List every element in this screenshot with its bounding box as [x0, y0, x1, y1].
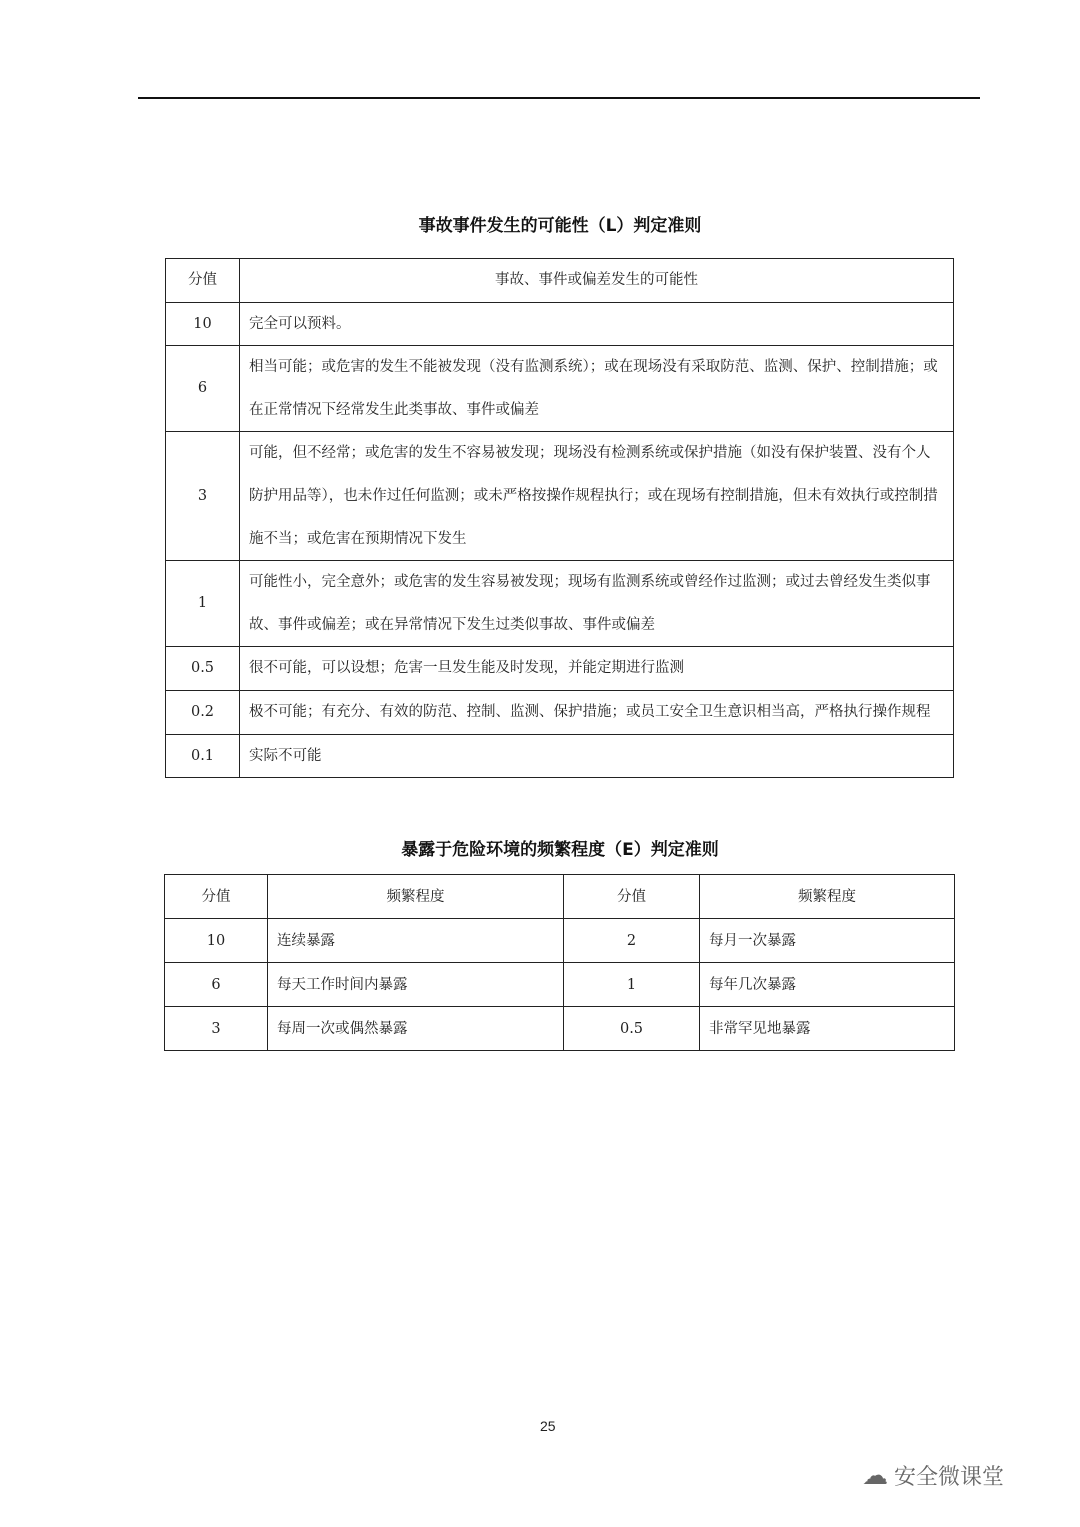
table2-title: 暴露于危险环境的频繁程度（E）判定准则: [401, 840, 719, 860]
table-row: [166, 561, 954, 647]
table-header-row: [165, 875, 955, 919]
score-cell: 1: [564, 963, 700, 1007]
table-row: [165, 919, 955, 963]
description-cell: 极不可能；有充分、有效的防范、控制、监测、保护措施；或员工安全卫生意识相当高，严格执行操作规程: [240, 690, 954, 734]
description-cell: 完全可以预料。: [240, 302, 954, 346]
header-cell: 分值: [165, 875, 268, 919]
table-row: [166, 302, 954, 346]
header-cell: 频繁程度: [700, 875, 955, 919]
frequency-cell: 每天工作时间内暴露: [268, 963, 564, 1007]
score-cell: 3: [165, 1007, 268, 1051]
score-cell: 10: [166, 302, 240, 346]
table-row: [166, 734, 954, 778]
table-row: [165, 1007, 955, 1051]
frequency-cell: 连续暴露: [268, 919, 564, 963]
score-cell: 3: [166, 432, 240, 561]
header-rule: [138, 97, 980, 99]
score-cell: 0.5: [564, 1007, 700, 1051]
exposure-table: [164, 874, 955, 1051]
description-cell: 实际不可能: [240, 734, 954, 778]
watermark: [862, 1460, 1004, 1491]
table1-title: 事故事件发生的可能性（L）判定准则: [418, 216, 702, 236]
wechat-icon: ☁: [862, 1460, 888, 1491]
table-row: [166, 647, 954, 691]
watermark-text: 安全微课堂: [894, 1465, 1005, 1490]
frequency-cell: 每年几次暴露: [700, 963, 955, 1007]
score-cell: 1: [166, 561, 240, 647]
frequency-cell: 每月一次暴露: [700, 919, 955, 963]
table-row: [166, 690, 954, 734]
frequency-cell: 非常罕见地暴露: [700, 1007, 955, 1051]
header-cell: 事故、事件或偏差发生的可能性: [240, 259, 954, 303]
description-cell: 可能，但不经常；或危害的发生不容易被发现；现场没有检测系统或保护措施（如没有保护装置、没有个人防护用品等），也未作过任何监测；或未严格按操作规程执行；或在现场有控制措施，但未有效执行或控制措施不当；或危害在预期情况下发生: [240, 432, 954, 561]
score-cell: 0.1: [166, 734, 240, 778]
score-cell: 10: [165, 919, 268, 963]
table-row: [166, 346, 954, 432]
description-cell: 很不可能，可以设想；危害一旦发生能及时发现，并能定期进行监测: [240, 647, 954, 691]
description-cell: 可能性小，完全意外；或危害的发生容易被发现；现场有监测系统或曾经作过监测；或过去曾经发生类似事故、事件或偏差；或在异常情况下发生过类似事故、事件或偏差: [240, 561, 954, 647]
likelihood-table: [165, 258, 954, 778]
header-cell: 分值: [564, 875, 700, 919]
score-cell: 0.5: [166, 647, 240, 691]
score-cell: 6: [166, 346, 240, 432]
description-cell: 相当可能；或危害的发生不能被发现（没有监测系统）；或在现场没有采取防范、监测、保护、控制措施；或在正常情况下经常发生此类事故、事件或偏差: [240, 346, 954, 432]
page-number: 25: [540, 1418, 556, 1434]
table-row: [166, 432, 954, 561]
table-row: [165, 963, 955, 1007]
score-cell: 2: [564, 919, 700, 963]
table-header-row: [166, 259, 954, 303]
score-cell: 0.2: [166, 690, 240, 734]
frequency-cell: 每周一次或偶然暴露: [268, 1007, 564, 1051]
header-cell: 频繁程度: [268, 875, 564, 919]
header-cell: 分值: [166, 259, 240, 303]
score-cell: 6: [165, 963, 268, 1007]
